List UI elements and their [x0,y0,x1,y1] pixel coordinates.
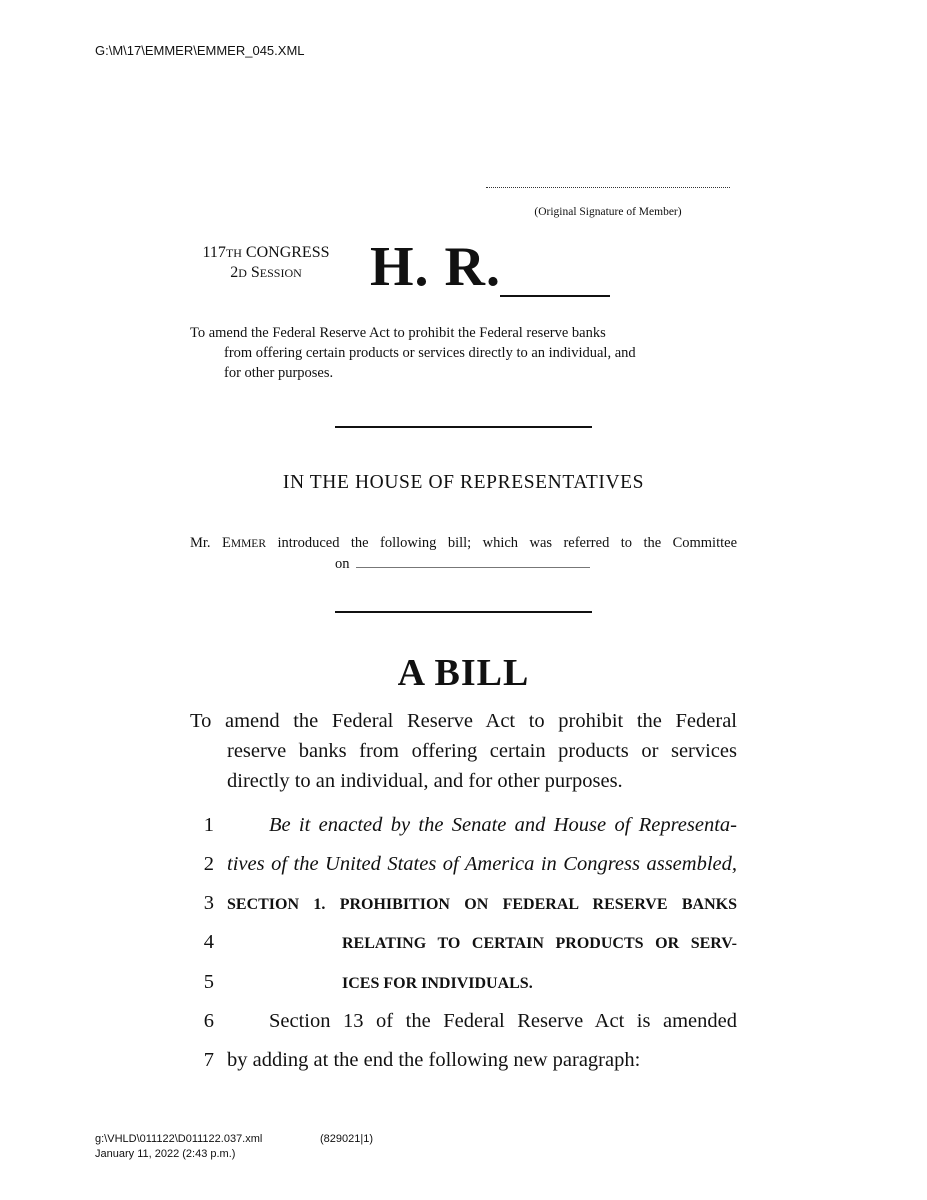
section-heading-line: RELATING TO CERTAIN PRODUCTS OR SERV- [342,935,737,952]
committee-blank [356,555,590,568]
committee-line [335,555,590,573]
session-suffix: D [238,266,247,280]
line-number: 1 [203,814,214,836]
long-title-line: reserve banks from offering certain products or services [227,740,737,762]
sponsor-name [222,535,266,551]
footer-file-path: g:\VHLD\011122\D011122.037.xml [95,1133,263,1145]
section-text-line: Section 13 of the Federal Reserve Act is amended [269,1010,737,1032]
footer-draft-code: (829021|1) [320,1133,374,1145]
congress-session-block [186,243,346,283]
divider-rule [335,611,592,613]
congress-line [186,243,346,263]
congress-number: 117 [202,244,226,261]
short-title-line: To amend the Federal Reserve Act to prohibit the Federal reserve banks [190,325,606,341]
session-initial: S [250,264,260,281]
line-number: 5 [203,971,214,993]
long-title-line: To amend the Federal Reserve Act to prohibit the Federal [190,710,737,732]
line-number: 6 [203,1010,214,1032]
chamber-heading: IN THE HOUSE OF REPRESENTATIVES [282,472,645,493]
bill-number-title: H. R. [370,236,501,298]
intro-body: introduced the following bill; which was referred to the Committee [277,535,738,551]
congress-suffix: TH [225,246,242,260]
sponsor-initial: E [221,535,231,551]
bill-heading: A BILL [397,652,530,694]
short-title-line: for other purposes. [224,365,334,381]
intro-on: on [335,556,350,572]
congress-word: CONGRESS [245,244,330,261]
long-title [190,706,737,796]
bill-number-blank [500,295,610,297]
line-number: 4 [203,931,214,953]
intro-prefix: Mr. [190,535,211,551]
enacting-clause-line: Be it enacted by the Senate and House of Representa- [269,814,737,836]
divider-rule [335,426,592,428]
session-number: 2 [230,264,239,281]
section-heading-line: SECTION 1. PROHIBITION ON FEDERAL RESERVE BANKS [227,896,737,913]
file-path: G:\M\17\EMMER\EMMER_045.XML [95,43,305,58]
section-heading-line: ICES FOR INDIVIDUALS. [342,975,533,992]
line-number: 3 [203,892,214,914]
sponsor-rest: MMER [230,538,266,550]
session-rest: ESSION [259,266,302,280]
long-title-line: directly to an individual, and for other purposes. [227,770,623,792]
section-text-line: by adding at the end the following new paragraph: [227,1049,641,1071]
line-number: 7 [203,1049,214,1071]
short-title [190,323,737,383]
footer-date: January 11, 2022 (2:43 p.m.) [95,1148,236,1160]
introduction-text [190,535,737,552]
line-number: 2 [203,853,214,875]
session-line [186,263,346,283]
enacting-clause-line: tives of the United States of America in Congress assembled, [227,853,737,875]
short-title-line: from offering certain products or services directly to an individual, and [224,345,636,361]
signature-line [486,187,730,188]
signature-caption: (Original Signature of Member) [534,206,682,218]
